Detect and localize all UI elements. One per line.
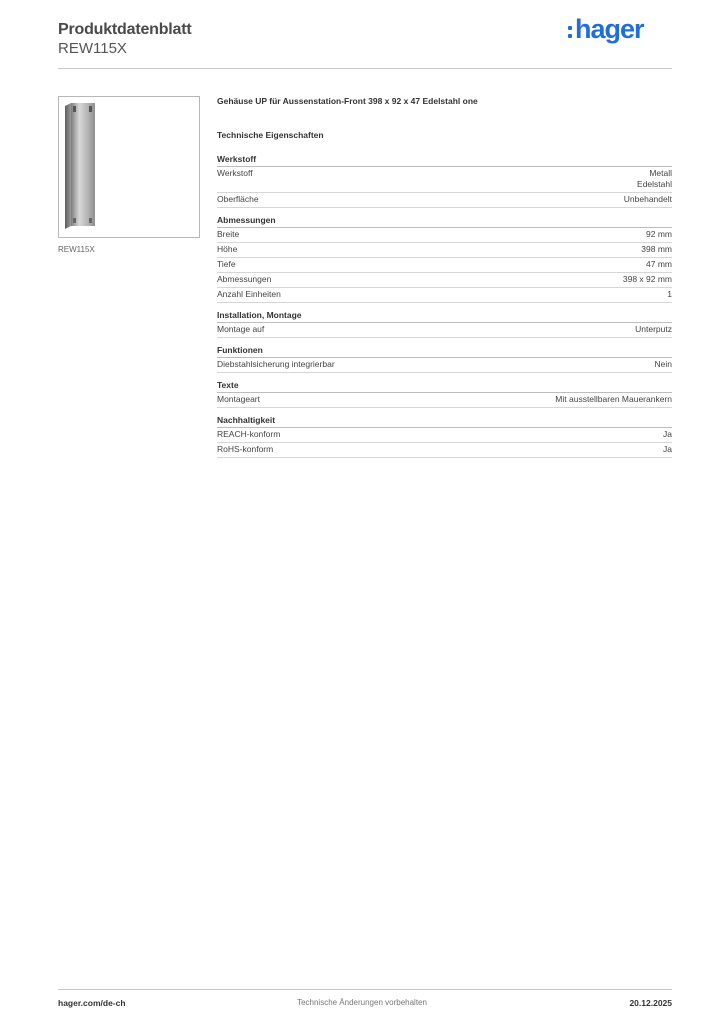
spec-value [555, 394, 672, 405]
spec-value [623, 274, 672, 285]
spec-value-line: Metall [649, 168, 672, 178]
spec-value-line: Ja [663, 429, 672, 439]
header-divider [58, 68, 672, 69]
spec-value [624, 194, 672, 205]
spec-label: Montageart [217, 394, 260, 404]
spec-value [646, 229, 672, 240]
spec-row [217, 393, 672, 408]
spec-value [641, 244, 672, 255]
logo-dots-icon [568, 22, 572, 38]
spec-value-line: 398 x 92 mm [622, 274, 672, 284]
spec-label: Diebstahlsicherung integrierbar [217, 359, 335, 369]
spec-label: Oberfläche [217, 194, 259, 204]
footer-note: Technische Änderungen vorbehalten [297, 998, 427, 1007]
section-title: Funktionen [217, 345, 672, 358]
spec-section [217, 154, 672, 208]
product-image-frame [58, 96, 200, 238]
spec-value [637, 168, 672, 190]
spec-value [655, 359, 672, 370]
spec-section [217, 415, 672, 458]
spec-value [667, 289, 672, 300]
spec-row [217, 258, 672, 273]
spec-value [646, 259, 672, 270]
spec-value-line: Mit ausstellbaren Mauerankern [555, 394, 672, 404]
spec-row [217, 193, 672, 208]
spec-value [635, 324, 672, 335]
image-caption: REW115X [58, 245, 95, 254]
spec-row [217, 428, 672, 443]
technical-properties-heading: Technische Eigenschaften [217, 130, 324, 140]
spec-value-line: 1 [667, 289, 672, 299]
logo-text: hager [575, 14, 644, 44]
spec-value-line: Unbehandelt [623, 194, 672, 204]
spec-row [217, 243, 672, 258]
spec-label: Abmessungen [217, 274, 272, 284]
spec-section [217, 215, 672, 303]
footer-date: 20.12.2025 [629, 998, 672, 1008]
spec-row [217, 443, 672, 458]
product-code: REW115X [58, 40, 127, 57]
product-description: Gehäuse UP für Aussenstation-Front 398 x 92 x 47 Edelstahl one [217, 96, 478, 106]
spec-value-line: 92 mm [646, 229, 672, 239]
section-title: Texte [217, 380, 672, 393]
product-image [63, 102, 97, 230]
spec-label: RoHS-konform [217, 444, 274, 454]
footer-divider [58, 989, 672, 990]
section-title: Abmessungen [217, 215, 672, 228]
spec-label: Breite [217, 229, 240, 239]
spec-label: Anzahl Einheiten [217, 289, 281, 299]
footer-website-link[interactable]: hager.com/de-ch [58, 998, 126, 1008]
spec-row [217, 167, 672, 193]
spec-row [217, 323, 672, 338]
spec-value-line: Nein [654, 359, 672, 369]
page-title: Produktdatenblatt [58, 21, 192, 38]
spec-section [217, 345, 672, 373]
spec-label: Werkstoff [217, 168, 253, 178]
spec-content [217, 96, 672, 465]
spec-value-line: 47 mm [646, 259, 672, 269]
spec-row [217, 358, 672, 373]
spec-value-line: 398 mm [641, 244, 672, 254]
spec-sections [217, 154, 672, 458]
spec-row [217, 288, 672, 303]
spec-row [217, 273, 672, 288]
spec-label: Höhe [217, 244, 238, 254]
spec-label: REACH-konform [217, 429, 281, 439]
spec-section [217, 380, 672, 408]
spec-row [217, 228, 672, 243]
spec-value [663, 429, 672, 440]
section-title: Installation, Montage [217, 310, 672, 323]
spec-value-line: Edelstahl [637, 179, 672, 189]
spec-value-line: Unterputz [635, 324, 672, 334]
spec-value [663, 444, 672, 455]
spec-label: Montage auf [217, 324, 265, 334]
section-title: Nachhaltigkeit [217, 415, 672, 428]
spec-value-line: Ja [663, 444, 672, 454]
hager-logo [568, 14, 644, 45]
section-title: Werkstoff [217, 154, 672, 167]
spec-section [217, 310, 672, 338]
spec-label: Tiefe [217, 259, 236, 269]
